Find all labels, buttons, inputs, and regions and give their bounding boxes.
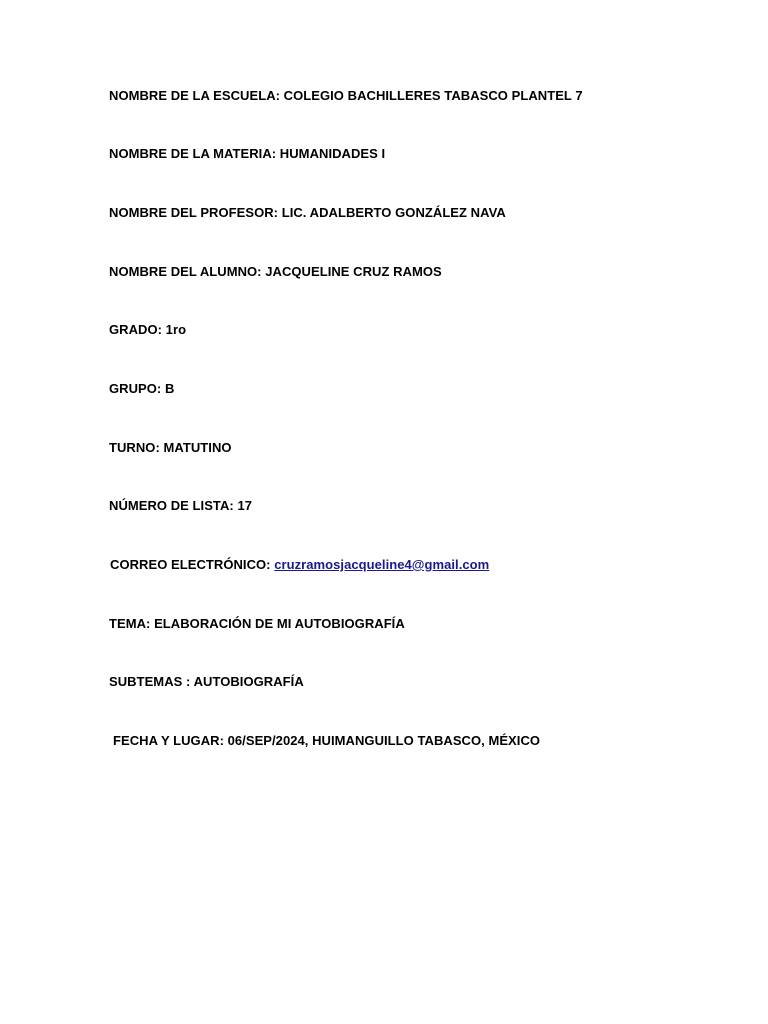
subtopics-line: SUBTEMAS : AUTOBIOGRAFÍA	[109, 674, 304, 689]
email-label: CORREO ELECTRÓNICO:	[110, 557, 275, 572]
group-line: GRUPO: B	[109, 381, 175, 396]
school-name-line: NOMBRE DE LA ESCUELA: COLEGIO BACHILLERES TABASCO PLANTEL 7	[109, 88, 583, 103]
subject-name-line: NOMBRE DE LA MATERIA: HUMANIDADES I	[109, 146, 386, 161]
email-line	[110, 557, 489, 573]
date-place-line: FECHA Y LUGAR: 06/SEP/2024, HUIMANGUILLO TABASCO, MÉXICO	[113, 733, 541, 748]
shift-line: TURNO: MATUTINO	[109, 440, 232, 455]
topic-line: TEMA: ELABORACIÓN DE MI AUTOBIOGRAFÍA	[109, 616, 405, 631]
student-name-line: NOMBRE DEL ALUMNO: JACQUELINE CRUZ RAMOS	[109, 264, 442, 279]
teacher-name-line: NOMBRE DEL PROFESOR: LIC. ADALBERTO GONZÁLEZ NAVA	[109, 205, 506, 220]
email-link[interactable]: cruzramosjacqueline4@gmail.com	[274, 557, 490, 572]
list-number-line: NÚMERO DE LISTA: 17	[109, 498, 252, 513]
grade-line: GRADO: 1ro	[109, 322, 187, 337]
